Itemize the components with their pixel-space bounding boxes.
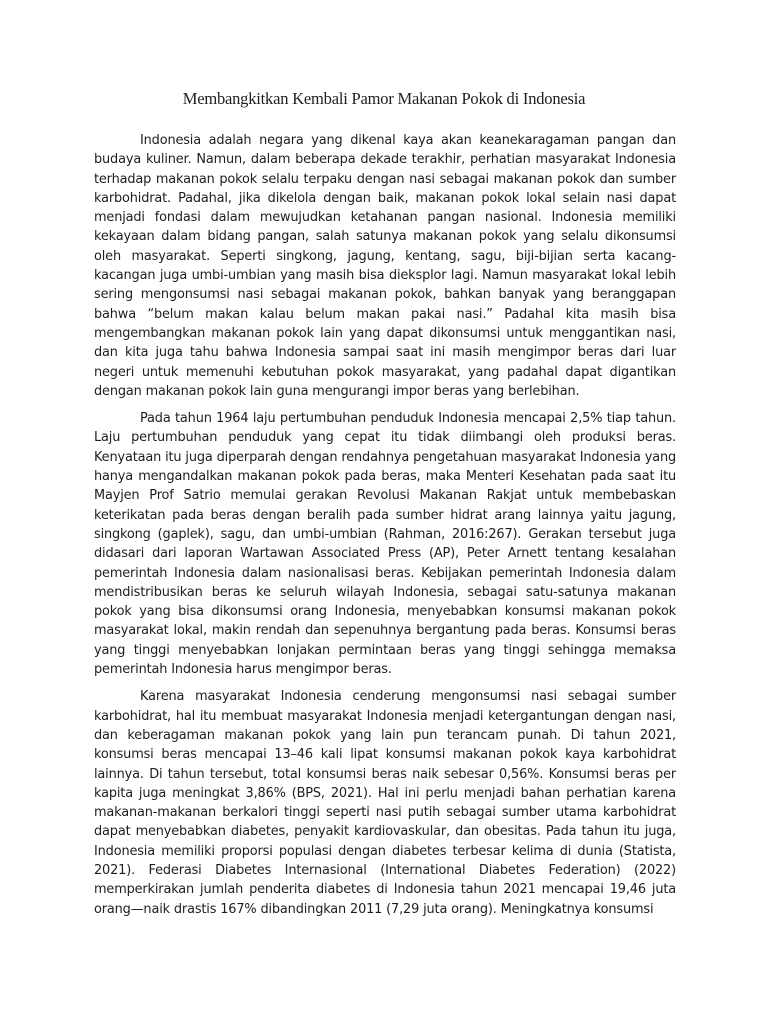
paragraph-1: Indonesia adalah negara yang dikenal kaya akan keanekaragaman pangan dan budaya kuliner. Namun, dalam beberapa dekade terakhir, perhatian masyarakat Indonesia terhadap makanan pokok selalu terpaku dengan nasi sebagai makanan pokok dan sumber karbohidrat. Padahal, jika dikelola dengan baik, makanan pokok lokal selain nasi dapat menjadi fondasi dalam mewujudkan ketahanan pangan nasional. Indonesia memiliki kekayaan dalam bidang pangan, salah satunya makanan pokok yang selalu dikonsumsi oleh masyarakat. Seperti singkong, jagung, kentang, sagu, biji-bijian serta kacang-kacangan juga umbi-umbian yang masih bisa dieksplor lagi. Namun masyarakat lokal lebih sering mengonsumsi nasi sebagai makanan pokok, bahkan banyak yang beranggapan bahwa “belum makan kalau belum makan pakai nasi.” Padahal kita masih bisa mengembangkan makanan pokok lain yang dapat dikonsumsi untuk menggantikan nasi, dan kita juga tahu bahwa Indonesia sampai saat ini masih mengimpor beras dari luar negeri untuk memenuhi kebutuhan pokok masyarakat, yang padahal dapat digantikan dengan makanan pokok lain guna mengurangi impor beras yang berlebihan. [94, 133, 676, 399]
paragraph-3: Karena masyarakat Indonesia cenderung mengonsumsi nasi sebagai sumber karbohidrat, hal itu membuat masyarakat Indonesia menjadi ketergantungan dengan nasi, dan keberagaman makanan pokok yang lain pun terancam punah. Di tahun 2021, konsumsi beras mencapai 13–46 kali lipat konsumsi makanan pokok kaya karbohidrat lainnya. Di tahun tersebut, total konsumsi beras naik sebesar 0,56%. Konsumsi beras per kapita juga meningkat 3,86% (BPS, 2021). Hal ini perlu menjadi bahan perhatian karena makanan-makanan berkalori tinggi seperti nasi putih sebagai sumber utama karbohidrat dapat menyebabkan diabetes, penyakit kardiovaskular, dan obesitas. Pada tahun itu juga, Indonesia memiliki proporsi populasi dengan diabetes terbesar kelima di dunia (Statista, 2021). Federasi Diabetes Internasional (International Diabetes Federation) (2022) memperkirakan jumlah penderita diabetes di Indonesia tahun 2021 mencapai 19,46 juta orang—naik drastis 167% dibandingkan 2011 (7,29 juta orang). Meningkatnya konsumsi [94, 689, 676, 917]
paragraph-2: Pada tahun 1964 laju pertumbuhan penduduk Indonesia mencapai 2,5% tiap tahun. Laju pertumbuhan penduduk yang cepat itu tidak diimbangi oleh produksi beras. Kenyataan itu juga diperparah dengan rendahnya pengetahuan masyarakat Indonesia yang hanya mengandalkan makanan pokok pada beras, maka Menteri Kesehatan pada saat itu Mayjen Prof Satrio memulai gerakan Revolusi Makanan Rakjat untuk membebaskan keterikatan pada beras dengan beralih pada sumber hidrat arang lainnya yaitu jagung, singkong (gaplek), sagu, dan umbi-umbian (Rahman, 2016:267). Gerakan tersebut juga didasari dari laporan Wartawan Associated Press (AP), Peter Arnett tentang kesalahan pemerintah Indonesia dalam nasionalisasi beras. Kebijakan pemerintah Indonesia dalam mendistribusikan beras ke seluruh wilayah Indonesia, sebagai satu-satunya makanan pokok yang bisa dikonsumsi orang Indonesia, menyebabkan konsumsi makanan pokok masyarakat lokal, makin rendah dan sepenuhnya bergantung pada beras. Konsumsi beras yang tinggi menyebabkan lonjakan permintaan beras yang tinggi sehingga memaksa pemerintah Indonesia harus mengimpor beras. [94, 411, 676, 678]
document-title: Membangkitkan Kembali Pamor Makanan Pokok di Indonesia [182, 89, 586, 108]
document-body [94, 131, 676, 927]
